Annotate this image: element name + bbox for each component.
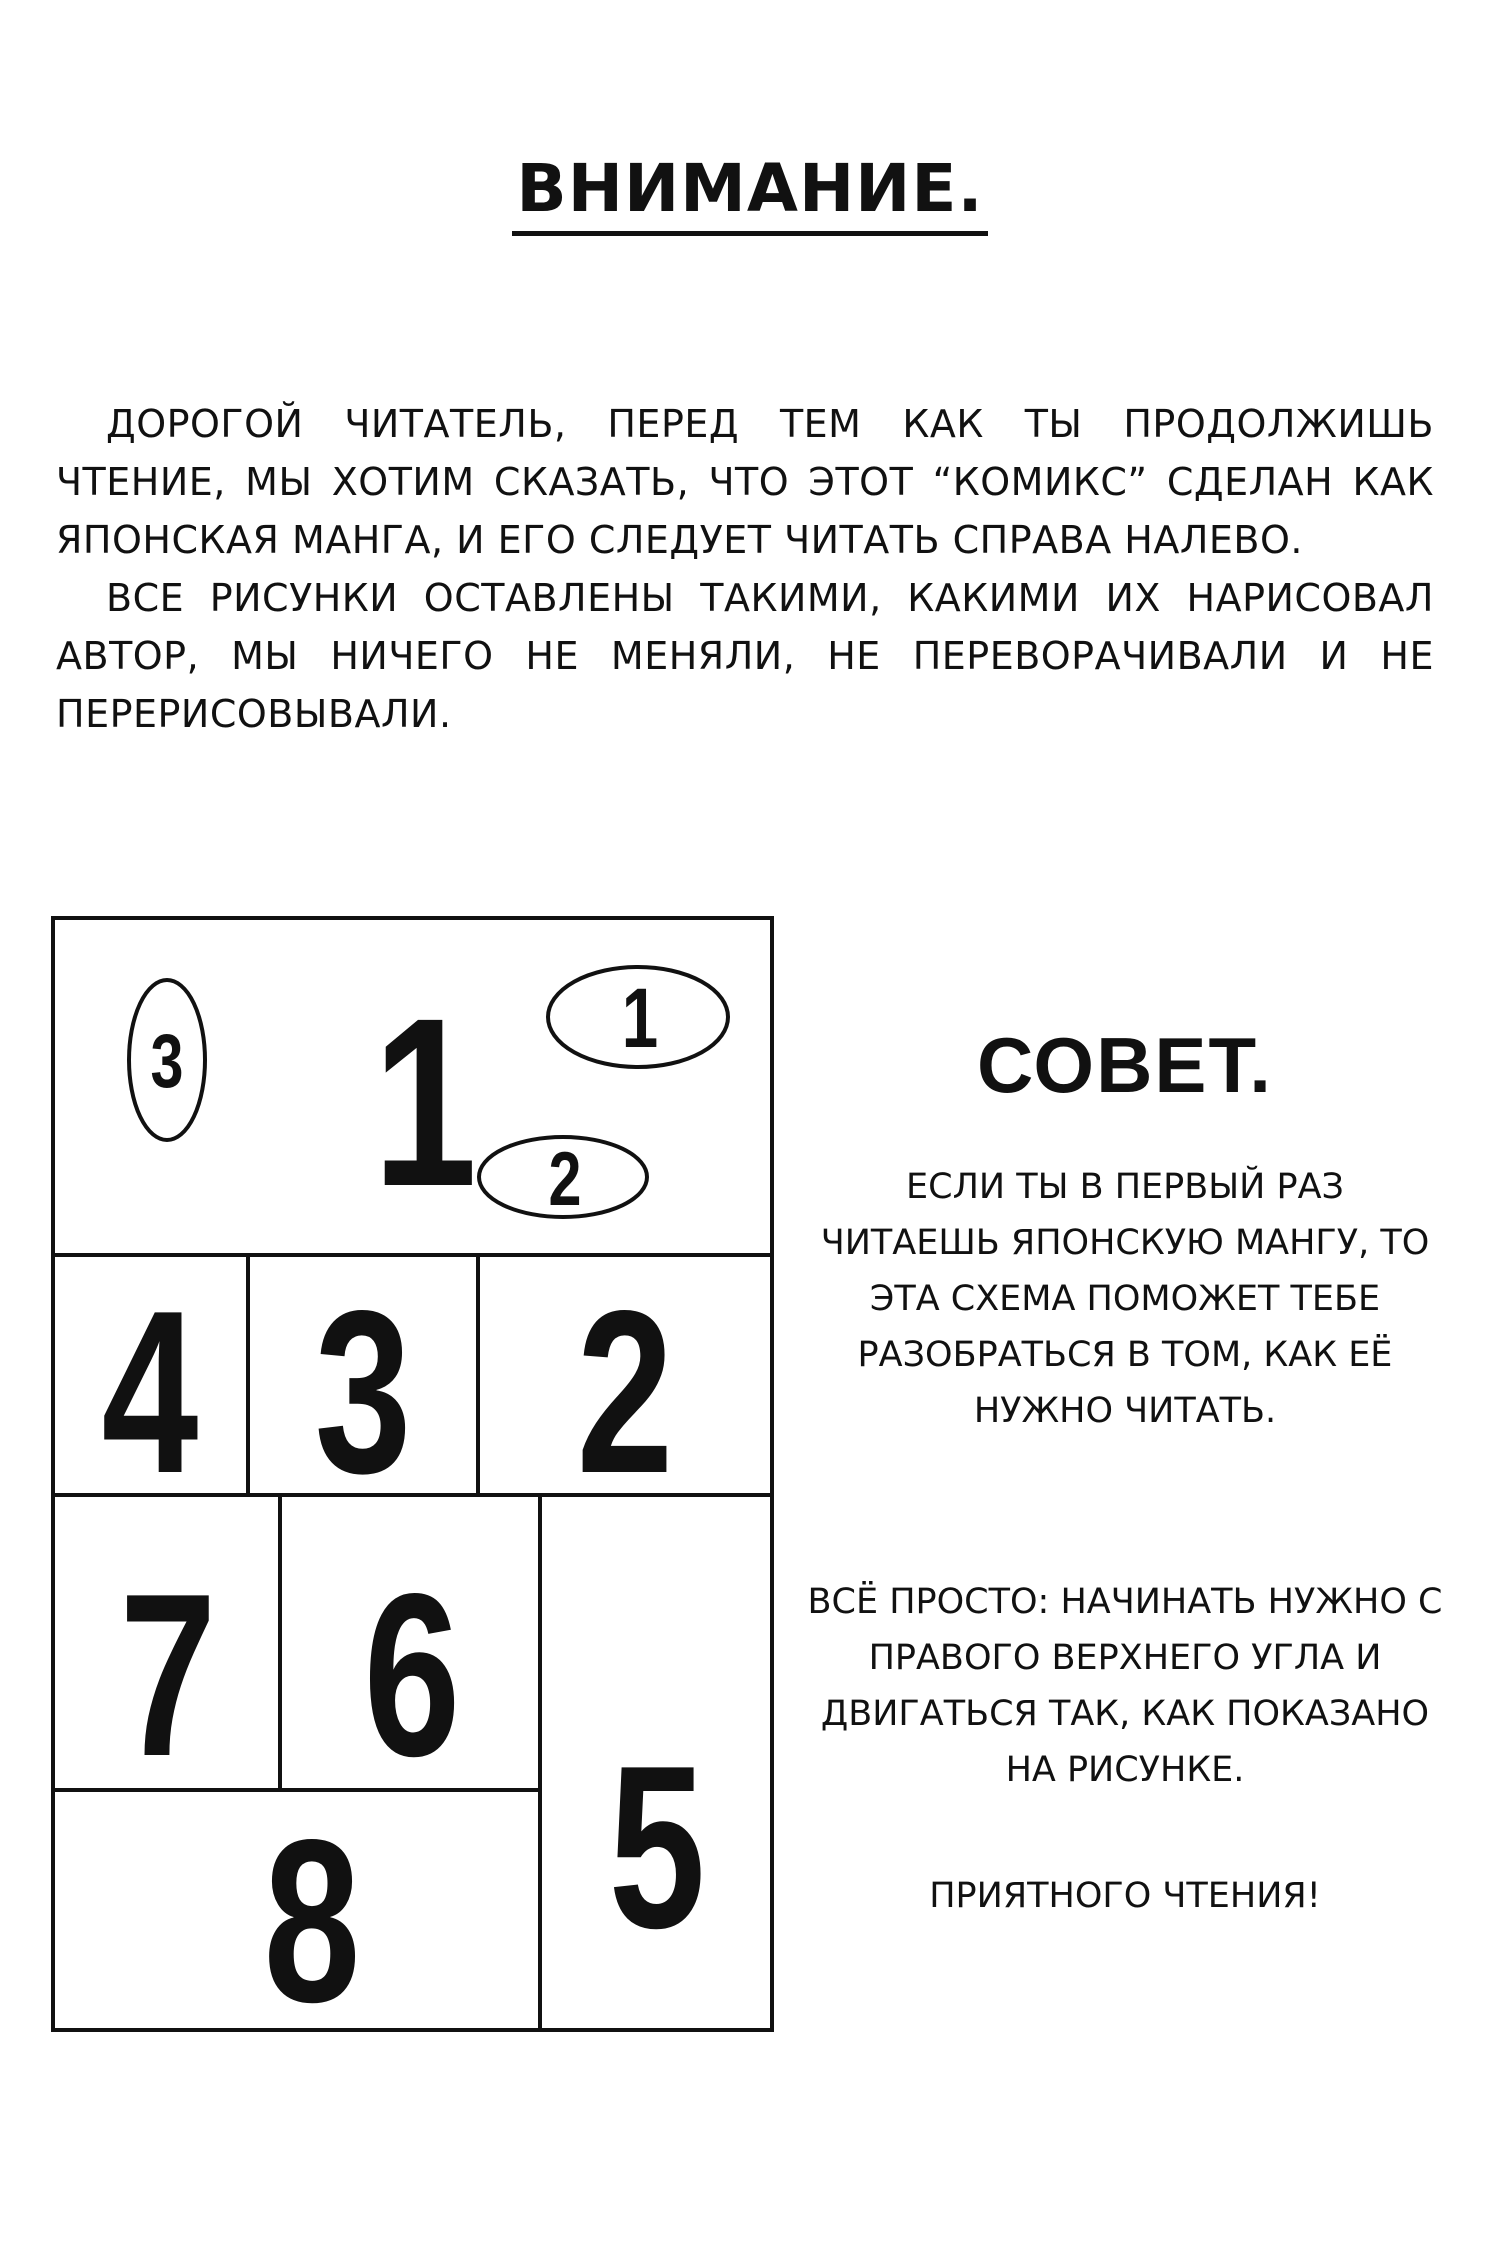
panel-number: 4 — [101, 1262, 199, 1522]
panel-number: 2 — [576, 1262, 674, 1522]
tip-paragraph: ЕСЛИ ТЫ В ПЕРВЫЙ РАЗ ЧИТАЕШЬ ЯПОНСКУЮ МАНГУ, ТО ЭТА СХЕМА ПОМОЖЕТ ТЕБЕ РАЗОБРАТЬСЯ В ТОМ, КАК ЕЁ НУЖНО ЧИТАТЬ. — [820, 1167, 1430, 1431]
tip-closing: ПРИЯТНОГО ЧТЕНИЯ! — [929, 1876, 1321, 1916]
panel-number: 3 — [314, 1262, 412, 1522]
tip-section — [800, 1020, 1450, 1924]
bubble-number: 3 — [150, 1018, 184, 1104]
diagram-svg — [50, 915, 775, 2035]
panel-number: 8 — [263, 1791, 361, 2035]
bubble-number: 1 — [621, 971, 659, 1065]
tip-title: СОВЕТ. — [977, 1021, 1273, 1109]
page-title: ВНИМАНИЕ. — [512, 150, 987, 236]
page-title-wrap — [0, 150, 1500, 236]
panel-number: 6 — [363, 1545, 461, 1805]
intro-paragraph: ВСЕ РИСУНКИ ОСТАВЛЕНЫ ТАКИМИ, КАКИМИ ИХ НАРИСОВАЛ АВТОР, МЫ НИЧЕГО НЕ МЕНЯЛИ, НЕ ПЕРЕВОРАЧИВАЛИ И НЕ ПЕРЕРИСОВЫВАЛИ. — [56, 576, 1434, 736]
intro-text — [56, 395, 1434, 743]
panel-number: 7 — [119, 1545, 217, 1805]
intro-paragraph: ДОРОГОЙ ЧИТАТЕЛЬ, ПЕРЕД ТЕМ КАК ТЫ ПРОДОЛЖИШЬ ЧТЕНИЕ, МЫ ХОТИМ СКАЗАТЬ, ЧТО ЭТОТ “КОМИКС” СДЕЛАН КАК ЯПОНСКАЯ МАНГА, И ЕГО СЛЕДУЕТ ЧИТАТЬ СПРАВА НАЛЕВО. — [56, 402, 1434, 562]
panel-number: 1 — [372, 967, 478, 1237]
bubble-number: 2 — [548, 1136, 582, 1222]
panel-number: 5 — [608, 1717, 706, 1977]
tip-paragraph: ВСЁ ПРОСТО: НАЧИНАТЬ НУЖНО С ПРАВОГО ВЕРХНЕГО УГЛА И ДВИГАТЬСЯ ТАК, КАК ПОКАЗАНО НА РИСУНКЕ. — [807, 1582, 1443, 1790]
reading-order-diagram — [50, 915, 775, 2035]
